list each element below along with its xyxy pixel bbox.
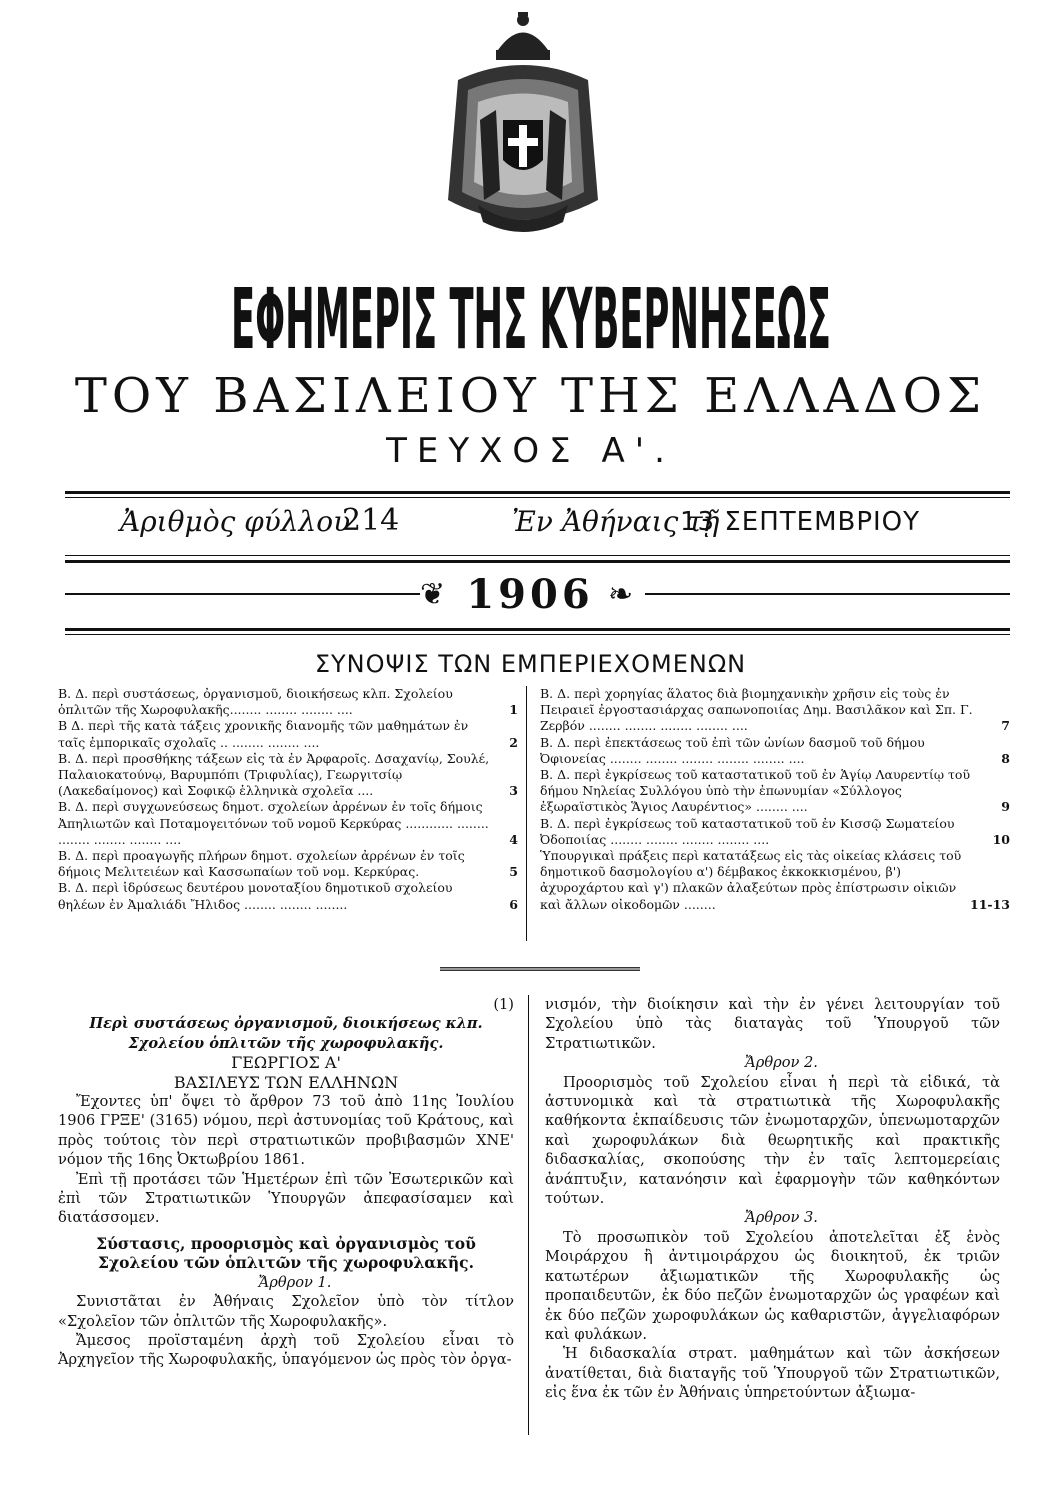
article-heading: Ἄρθρον 1. [258,1273,332,1291]
toc-entry: Β. Δ. περὶ ἐπεκτάσεως τοῦ ἐπὶ τῶν ὠνίων δασμοῦ τοῦ δήμου Ὀφιονείας ........ ........ ........ ........ ........ .... 8 [540,734,1010,766]
divider [65,634,1010,635]
ornament-left-icon: ❦ [420,577,446,612]
toc-right-column [540,686,1010,913]
paragraph: Ἐπὶ τῇ προτάσει τῶν Ἡμετέρων ἐπὶ τῶν Ἐσωτερικῶν καὶ ἐπὶ τῶν Στρατιωτικῶν Ὑπουργῶν ἀπεφασίσαμεν καὶ διατάσσομεν. [58,1170,514,1227]
toc-title: ΣΥΝΟΨΙΣ ΤΩΝ ΕΜΠΕΡΙΕΧΟΜΕΝΩΝ [314,650,747,678]
paragraph: Τὸ προσωπικὸν τοῦ Σχολείου ἀποτελεῖται ἐξ ἑνὸς Μοιράρχου ἢ ἀντιμοιράρχου ὡς διοικητοῦ, ἐκ τριῶν κατωτέρων ἀξιωματικῶν τῆς Χωροφυλακῆς ὡς προπαιδευτῶν, ἐκ δύο πεζῶν ἐνωμοταρχῶν ὡς γραφέων καὶ ἐκ δύο πεζῶν χωροφυλάκων ὡς καθαριστῶν, ἀγγελιαφόρων καὶ φυλάκων. [545,1228,1000,1343]
divider [645,593,1010,595]
decree-title: Περὶ συστάσεως ὀργανισμοῦ, διοικήσεως κλπ. Σχολείου ὁπλιτῶν τῆς χωροφυλακῆς. [89,1015,483,1052]
gazette-subtitle: ΤΟΥ ΒΑΣΙΛΕΙΟΥ ΤΗΣ ΕΛΛΑΔΟΣ [74,368,987,424]
divider [65,593,420,595]
toc-page: 6 [509,896,518,912]
king-title: ΒΑΣΙΛΕΥΣ ΤΩΝ ΕΛΛΗΝΩΝ [173,1072,399,1092]
toc-entry: Β. Δ. περὶ συγχωνεύσεως δημοτ. σχολείων ἀρρένων ἐν τοῖς δήμοις Ἀπηλιωτῶν καὶ Ποταμογειτόνων τοῦ νομοῦ Κερκύρας ............ ........ ........ ........ ........ .... 4 [58,799,518,847]
article-heading: Ἄρθρον 2. [745,1054,818,1072]
toc-entry: Β Δ. περὶ τῆς κατὰ τάξεις χρονικῆς διανομῆς τῶν μαθημάτων ἐν ταῖς ἐμπορικαῖς σχολαῖς .. ........ ........ .... 2 [58,718,518,750]
paragraph: Ἄμεσος προϊσταμένη ἀρχὴ τοῦ Σχολείου εἶναι τὸ Ἀρχηγεῖον τῆς Χωροφυλακῆς, ὑπαγόμενον ὡς πρὸς τὸν ὀργα- [58,1331,514,1369]
toc-entry: Β. Δ. περὶ ἐγκρίσεως τοῦ καταστατικοῦ τοῦ ἐν Κισσῷ Σωματείου Ὀδοποιίας ........ ........ ........ ........ .... 10 [540,815,1010,847]
divider [65,555,1010,556]
place-label: Ἐν Ἀθήναις τῇ [512,505,720,538]
column-divider [528,995,529,1435]
toc-left-column [58,686,518,913]
divider [65,497,1010,498]
paragraph: Προορισμὸς τοῦ Σχολείου εἶναι ἡ περὶ τὰ εἰδικά, τὰ ἀστυνομικὰ καὶ τὰ στρατιωτικὰ τῆς Χωροφυλακῆς καθήκοντα ἐκπαίδευσις τῶν ἐνωμοταρχῶν, ὑπενωμοταρχῶν καὶ χωροφυλάκων διὰ θεωρητικῆς καὶ πρακτικῆς διδασκαλίας, σκοπούσης τὴν ἐν ταῖς λεπτομερείαις ἀνάπτυξιν, κατανόησιν καὶ ἐφαρμογὴν τῶν καθηκόντων τούτων. [545,1073,1000,1208]
issue-label: ΤΕΥΧΟΣ Α'. [386,431,675,471]
toc-entry: Β. Δ. περὶ ἱδρύσεως δευτέρου μονοταξίου δημοτικοῦ σχολείου θηλέων ἐν Ἀμαλιάδι Ἤλιδος ........ ........ ........ 6 [58,880,518,912]
body-right-column [545,995,1000,1403]
paragraph: Συνιστᾶται ἐν Ἀθήναις Σχολεῖον ὑπὸ τὸν τίτλον «Σχολεῖον τῶν ὁπλιτῶν τῆς Χωροφυλακῆς». [58,1293,514,1330]
section-title: Σύστασις, προορισμὸς καὶ ὀργανισμὸς τοῦ Σχολείου τῶν ὁπλιτῶν τῆς χωροφυλακῆς. [96,1233,476,1273]
toc-page: 10 [992,831,1010,847]
paragraph: νισμόν, τὴν διοίκησιν καὶ τὴν ἐν γένει λειτουργίαν τοῦ Σχολείου ὑπὸ τὰς διαταγὰς τοῦ Ὑπουργοῦ τῶν Στρατιωτικῶν. [545,996,1000,1052]
issue-date: 13 ΣΕΠΤΕΜΒΡΙΟΥ [680,507,921,537]
sheet-number-label: Ἀριθμὸς φύλλου [120,505,351,538]
toc-page: 9 [1001,799,1010,815]
toc-entry: Β. Δ. περὶ προαγωγῆς πλήρων δημοτ. σχολείων ἀρρένων ἐν τοῖς δήμοις Μελιτειέων καὶ Κασσωπαίων τοῦ νομ. Κερκύρας. 5 [58,848,518,880]
coat-of-arms-icon [438,10,608,245]
toc-entry: Β. Δ. περὶ προσθήκης τάξεων εἰς τὰ ἐν Ἀρφαροῖς. Δσαχαvίῳ, Σουλέ, Παλαιοκατούνῳ, Βαρυμπόπι (Τριφυλίας), Γεωργιτσίῳ (Λακεδαίμονος) καὶ Σοφικῷ ἑλληνικὰ σχολεῖα .... 3 [58,750,518,799]
toc-page: 5 [509,864,518,880]
article-heading: Ἄρθρον 3. [745,1209,818,1227]
body-left-column [58,995,514,1370]
toc-page: 7 [1001,718,1010,734]
king-name: ΓΕΩΡΓΙΟΣ Α' [231,1053,341,1073]
toc-entry: Β. Δ. περὶ ἐγκρίσεως τοῦ καταστατικοῦ τοῦ ἐν Ἁγίῳ Λαυρεντίῳ τοῦ δήμου Νηλείας Συλλόγου ὑπὸ τὴν ἐπωνυμίαν «Σύλλογος ἐξωραϊστικὸς Ἅγιος Λαυρέντιος» ........ .... 9 [540,767,1010,815]
toc-page: 8 [1001,750,1010,766]
toc-page: 1 [509,702,518,718]
decree-reference: (1) [493,996,514,1013]
paragraph: Ἡ διδασκαλία στρατ. μαθημάτων καὶ τῶν ἀσκήσεων ἀνατίθεται, διὰ διαταγῆς τοῦ Ὑπουργοῦ τῶν Στρατιωτικῶν, εἰς ἕνα ἐκ τῶν ἐν Ἀθήναις ὑπηρετούντων ἀξιωμα- [545,1345,1000,1402]
divider [65,628,1010,631]
ornament-right-icon: ❧ [608,577,634,612]
toc-page: 11-13 [970,896,1010,912]
paragraph: Ἔχοντες ὑπ' ὄψει τὸ ἄρθρον 73 τοῦ ἀπὸ 11ης Ἰουλίου 1906 ΓΡΞΕ' (3165) νόμου, περὶ ἀστυνομίας τοῦ Κράτους, καὶ πρὸς τούτοις τὸν περὶ στρατιωτικῶν προβιβασμῶν ΧΝΕ' νόμον τῆς 16ης Ὀκτωβρίου 1861. [58,1093,514,1169]
toc-page: 3 [509,783,518,799]
decorative-rule [440,965,640,973]
toc-divider [526,686,527,941]
toc-entry: Β. Δ. περὶ συστάσεως, ὀργανισμοῦ, διοικήσεως κλπ. Σχολείου ὁπλιτῶν τῆς Χωροφυλακῆς........ ........ ........ .... 1 [58,686,518,718]
year-band [0,570,1061,620]
toc-page: 4 [509,831,518,847]
divider [65,491,1010,494]
gazette-title-text: ΕΦΗΜΕΡΙΣ ΤΗΣ ΚΥΒΕΡΝΗΣΕΩΣ [230,278,831,356]
year: 1906 [466,571,594,618]
toc-entry: Β. Δ. περὶ χορηγίας ἅλατος διὰ βιομηχανικὴν χρῆσιν εἰς τοὺς ἐν Πειραιεῖ ἐργοστασιάρχας σαπωνοποιίας Δημ. Βασιλᾶκον καὶ Σπ. Γ. Ζερβόν ........ ........ ........ ........ .... 7 [540,686,1010,734]
divider [65,560,1010,563]
toc-entry: Ὑπουργικαὶ πράξεις περὶ κατατάξεως εἰς τὰς οἰκείας κλάσεις τοῦ δημοτικοῦ δασμολογίου α') δέμβακος ἐκκοκκισμένου, β') ἀχυροχάρτου καὶ γ') πλακῶν ἀλαξεύτων πρὸς ἐπίστρωσιν οἰκιῶν καὶ ἄλλων οἰκοδομῶν ........ 11-13 [540,848,1010,912]
gazette-title [0,278,1061,356]
toc-page: 2 [509,734,518,750]
sheet-number: 214 [342,503,400,538]
